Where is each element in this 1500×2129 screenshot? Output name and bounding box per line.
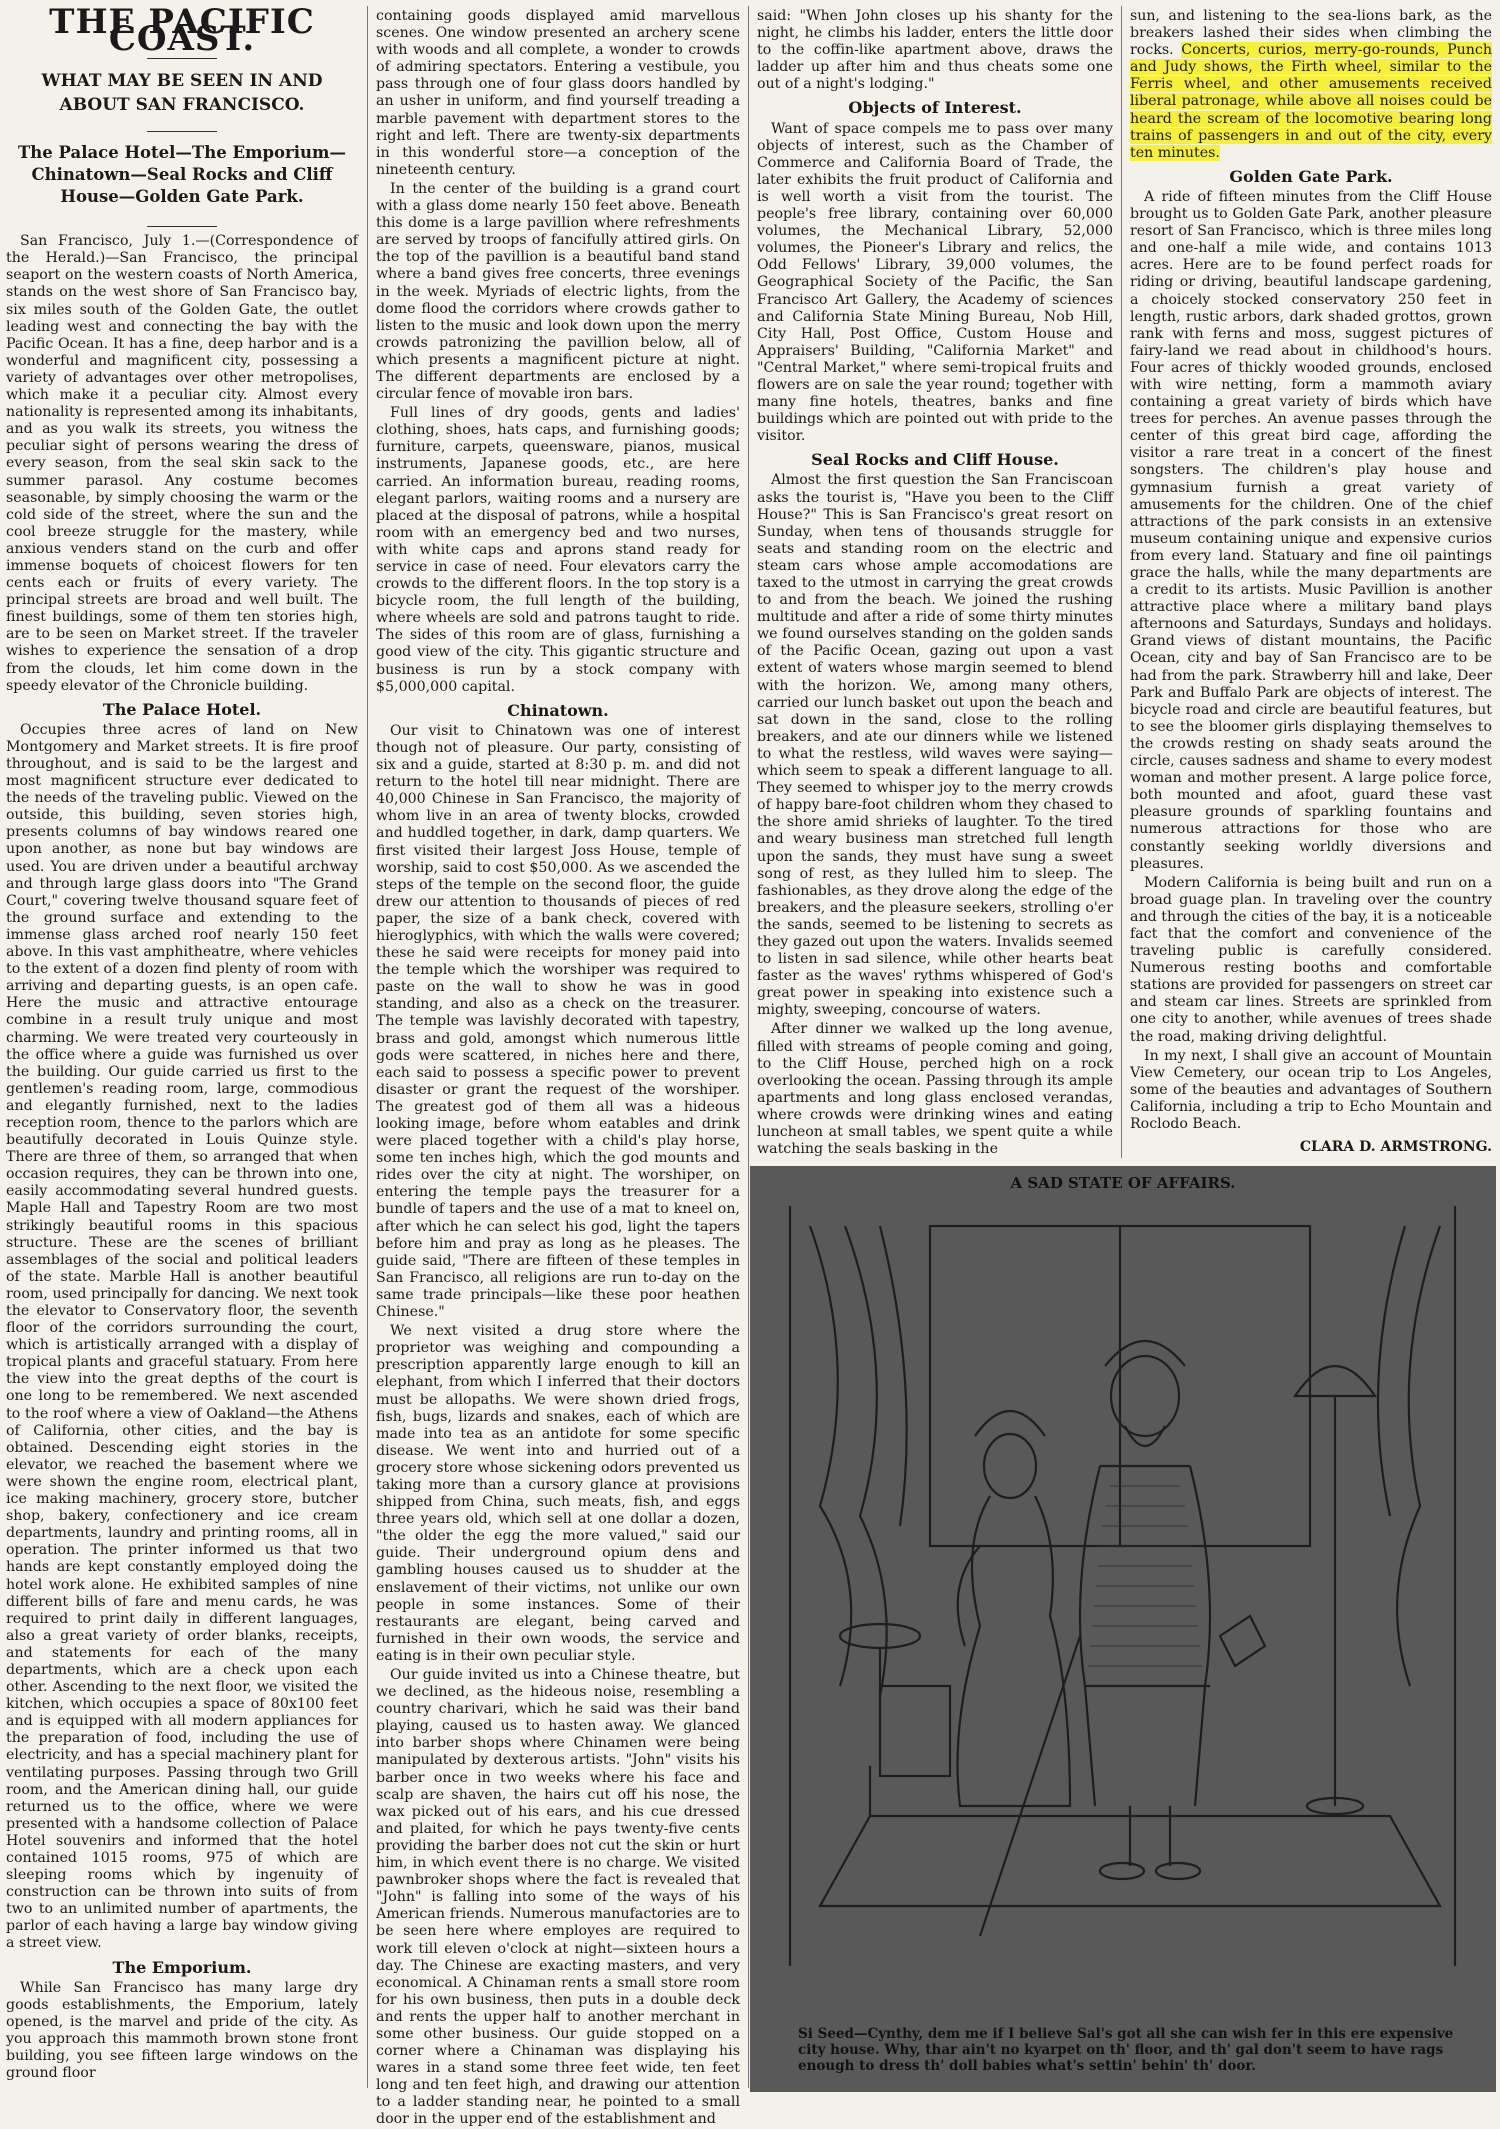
- goods-paragraph: Full lines of dry goods, gents and ladies' clothing, shoes, hats caps, and furnishing goods; furniture, carpets, queensware, pianos, musical instruments, Japanese goods, etc., are here carried. An information bureau, reading rooms, elegant parlors, waiting rooms and a nursery are placed at the disposal of patrons, while a hospital room with an emergency bed and two nurses, with white caps and aprons stand ready for service in case of need. Four elevators carry the crowds to the different floors. In the top story is a bicycle room, the full length of the building, where wheels are sold and patrons taught to ride. The sides of this room are of glass, furnishing a good view of the city. This gigantic structure and business is run by a stock company with $5,000,000 capital.: [376, 405, 740, 695]
- emporium-continued: containing goods displayed amid marvellous scenes. One window presented an archery scene with woods and all complete, a wonder to crowds of admiring spectators. Entering a vestibule, you pass through one of four glass doors handled by an usher in uniform, and find yourself treading a marble pavement with department stores to the right and left. There are twenty-six departments in this wonderful store—a conception of the nineteenth century.: [376, 8, 740, 178]
- golden-gate-paragraph: A ride of fifteen minutes from the Cliff House brought us to Golden Gate Park, another pleasure resort of San Francisco, which is three miles long and one-half a mile wide, and contains 1013 acres. Here are to be found perfect roads for riding or driving, beautiful landscape gardening, a choicely stocked conservatory 250 feet in length, rustic arbors, dark shaded grottos, grown rank with ferns and moss, suggest pictures of fairy-land we read about in childhood's hours. Four acres of thickly wooded grounds, enclosed with wire netting, form a mammoth aviary containing a great variety of birds which have trees for perches. An avenue passes through the center of this great bird cage, affording the visitor a rare treat in a concert of the finest songsters. The children's play house and gymnasium furnish a great variety of amusements for the children. One of the chief attractions of the park consists in an extensive museum containing unique and expensive curios from every land. Statuary and fine oil paintings grace the halls, while the many departments are a credit to its artists. Music Pavillion is another attractive place where a military band plays afternoons and Saturdays, Sundays and holidays. Grand views of distant mountains, the Pacific Ocean, city and bay of San Francisco are to be had from the park. Strawberry hill and lake, Deer Park and Buffalo Park are objects of interest. The bicycle road and circle are beautiful features, but to see the bloomer girls displaying themselves to the crowds resting on shady seats around the circle, causes sadness and shame to every modest woman and mother present. A large police force, both mounted and afoot, guard these vast pleasure grounds of sparkling fountains and numerous attractions for those who are constantly seeking worldly diversions and pleasures.: [1130, 188, 1492, 872]
- theatre-paragraph: Our guide invited us into a Chinese theatre, but we declined, as the hideous noise, resembling a country charivari, which he said was their band playing, caused us to hasten away. We glanced into barber shops where Chinamen were being manipulated by dexterous artists. "John" visits his barber once in two weeks where his face and scalp are shaven, the hairs cut off his nose, the wax picked out of his ears, and his cue dressed and plaited, for which he pays twenty-five cents providing the barber does not cut the skin or hurt him, in which event there is no charge. We visited pawnbroker shops where the fact is revealed that "John" is falling into some of the ways of his American friends. Numerous manufactories are to be seen here where employes are required to work till eleven o'clock at night—sixteen hours a day. The Chinese are exacting masters, and very economical. A Chinaman rents a small store room for his own business, then puts in a double deck and rents the upper half to another merchant in some other business. Our guide stopped on a corner where a Chinaman was displaying his wares in a stand some three feet wide, ten feet long and ten feet high, and drawing our attention to a ladder standing near, he pointed to a small door in the upper end of the establishment and: [376, 1667, 740, 2128]
- heading-objects-of-interest: Objects of Interest.: [848, 98, 1022, 118]
- heading-chinatown: Chinatown.: [507, 700, 609, 720]
- column-rule: [748, 6, 749, 2088]
- column-rule: [367, 6, 368, 2088]
- highlighted-passage: Concerts, curios, merry-go-rounds, Punch and Judy shows, the Firth wheel, similar to the Ferris wheel, and other amusements received liberal patronage, while above all noises could be heard the scream of the locomotive bearing long trains of passengers in and out of the city, every ten minutes.: [1130, 42, 1492, 161]
- masthead: THE PACIFIC COAST.: [49, 2, 315, 60]
- emporium-paragraph: While San Francisco has many large dry goods establishments, the Emporium, lately opened, is the marvel and pride of the city. As you approach this mammoth brown stone front building, you see fifteen large windows on the ground floor: [6, 1979, 358, 2082]
- cartoon-illustration: [750, 1166, 1496, 2092]
- column-1: [6, 2, 358, 2090]
- divider: [147, 226, 217, 227]
- court-paragraph: In the center of the building is a grand court with a glass dome nearly 150 feet above. Beneath this dome is a large pavillion where refreshments are served by troops of fancifully attired girls. On the top of the pavillion is a beautiful band stand where a band gives free concerts, three evenings in the week. Myriads of electric lights, from the dome flood the corridors where crowds gather to listen to the music and look down upon the merry crowds patronizing the pavillion below, all of which presents a magnificent picture at night. The different departments are enclosed by a circular fence of movable iron bars.: [376, 180, 740, 403]
- sea-lions-paragraph: [1130, 8, 1492, 162]
- heading-seal-rocks: Seal Rocks and Cliff House.: [811, 450, 1059, 470]
- cartoon-drawing: [750, 1166, 1496, 2092]
- next-letter-paragraph: In my next, I shall give an account of Mountain View Cemetery, our ocean trip to Los Angeles, some of the beauties and advantages of Southern California, including a trip to Echo Mountain and Roclodo Beach.: [1130, 1047, 1492, 1132]
- heading-palace-hotel: The Palace Hotel.: [102, 699, 262, 719]
- heading-golden-gate-park: Golden Gate Park.: [1229, 166, 1393, 186]
- palace-paragraph: Occupies three acres of land on New Montgomery and Market streets. It is fire proof throughout, and is said to be the largest and most magnificent structure ever dedicated to the needs of the traveling public. Viewed on the outside, this building, seven stories high, presents columns of bay windows reared one upon another, as none but bay windows are used. You are driven under a beautiful archway and through large glass doors into "The Grand Court," covering twelve thousand square feet of the ground surface and extending to the immense glass arched roof nearly 150 feet above. In this vast amphitheatre, where vehicles to the extent of a dozen find plenty of room with arriving and departing guests, is an open cafe. Here the music and attractive entourage combine in a result truly unique and most charming. We were treated very courteously in the office where a guide was furnished us over the building. Our guide carried us first to the gentlemen's reading room, large, commodious and elegantly furnished, next to the ladies reception room, thence to the parlors which are beautifully decorated in Louis Quinze style. There are three of them, so arranged that when occasion requires, they can be thrown into one, easily accommodating several hundred guests. Maple Hall and Tapestry Room are two most strikingly beautiful rooms in this spacious structure. These are the scenes of brilliant assemblages of the social and political leaders of the state. Marble Hall is another beautiful room, used principally for dancing. We next took the elevator to Conservatory floor, the seventh floor of the corridors surrounding the court, which is artistically arranged with a display of tropical plants and graceful statuary. From here the view into the great depths of the court is one long to be remembered. We next ascended to the roof where a view of Oakland—the Athens of California, other cities, and the bay is obtained. Descending eight stories in the elevator, we reached the basement where we were shown the engine room, electrical plant, ice making machinery, grocery store, butcher shop, bakery, confectionery and ice cream departments, laundry and printing rooms, all in operation. The printer informed us that two hands are kept constantly employed doing the hotel work alone. He exhibited samples of nine different bills of fare and menu cards, he was required to print daily in different languages, also a great variety of order blanks, receipts, and statements for each of the many departments, which are a check upon each other. Ascending to the next floor, we visited the kitchen, which occupies a space of 80x100 feet and is equipped with all modern appliances for the preparation of food, including the use of electricity, and has a special machinery plant for ventilating purposes. Passing through two Grill room, and the American dining hall, our guide returned us to the office, where we were presented with a handsome collection of Palace Hotel souvenirs and informed that the hotel contained 1015 rooms, 975 of which are sleeping rooms which by ingenuity of construction can be thrown into suits of from two to an unlimited number of apartments, the parlor of each having a large bay window giving a street view.: [6, 721, 358, 1952]
- divider: [147, 131, 217, 132]
- after-dinner-paragraph: After dinner we walked up the long avenue, filled with streams of people coming and going, to the Cliff House, perched high on a rock overlooking the ocean. Passing through its ample apartments and long glass enclosed verandas, where crowds were drinking wines and eating luncheon at small tables, we spent quite a while watching the seals basking in the: [757, 1021, 1113, 1158]
- objects-paragraph: Want of space compels me to pass over many objects of interest, such as the Chamber of Commerce and California Board of Trade, the later exhibits the fruit product of California and is well worth a visit from the tourist. The people's free library, containing over 60,000 volumes, the Mechanical Library, 52,000 volumes, the Pioneer's Library and relics, the Odd Fellows' Library, 39,000 volumes, the Geographical Society of the Pacific, the San Francisco Art Gallery, the Academy of sciences and California State Mining Bureau, Nob Hill, City Hall, Post Office, Custom House and Appraisers' Building, "California Market" and "Central Market," where semi-tropical fruits and flowers are on sale the year round; together with many fine hotels, theatres, banks and fine buildings which are pointed out with pride to the visitor.: [757, 120, 1113, 445]
- column-2: [376, 8, 740, 2128]
- author-signature: CLARA D. ARMSTRONG.: [1299, 1139, 1492, 1156]
- column-4: [1130, 8, 1492, 1164]
- heading-emporium: The Emporium.: [112, 1957, 252, 1977]
- column-3: [757, 8, 1113, 1164]
- cartoon-caption: Si Seed—Cynthy, dem me if I believe Sal's got all she can wish fer in this ere expensive city house. Why, thar ain't no kyarpet on th' floor, and th' gal don't seem to have rags enough to dress th' doll babies what's settin' behin' th' door.: [798, 2026, 1454, 2074]
- cartoon-title: A SAD STATE OF AFFAIRS.: [1010, 1174, 1236, 1192]
- modern-california-paragraph: Modern California is being built and run on a broad guage plan. In traveling over the country and through the cities of the bay, it is a noticeable fact that the comfort and convenience of the traveling public is carefully considered. Numerous resting booths and comfortable stations are provided for passengers on street car and steam car lines. Streets are sprinkled from one city to another, while avenues of trees shade the road, making driving delightful.: [1130, 874, 1492, 1045]
- seal-rocks-paragraph: Almost the first question the San Franciscoan asks the tourist is, "Have you been to the Cliff House?" This is San Francisco's great resort on Sunday, when tens of thousands struggle for seats and standing room on the electric and steam cars whose ample accomodations are taxed to the utmost in carrying the great crowds to and from the beach. We joined the rushing multitude and after a ride of some thirty minutes we found ourselves standing on the golden sands of the Pacific Ocean, gazing out upon a vast extent of waters whose margin seemed to blend with the horizon. We, among many others, carried our lunch basket out upon the beach and sat down in the sand, close to the rolling breakers, and ate our dinners while we listened to what the restless, wild waves were saying—which seem to speak a different language to all. They seemed to whisper joy to the merry crowds of happy bare-foot children whom they chased to the shore amid shrieks of laughter. To the tired and weary business man stretched full length upon the sands, they must have sung a sweet song of rest, as they lulled him to sleep. The fashionables, as they drove along the edge of the breakers, and the pleasure seekers, strolling o'er the sands, seemed to be listening to secrets as they gazed out upon the waters. Invalids seemed to listen in sad silence, while other hearts beat faster as the waves' rythms whispered of God's great power in speaking into existence such a mighty, sweeping, concourse of waters.: [757, 472, 1113, 1019]
- drugstore-paragraph: We next visited a drug store where the proprietor was weighing and compounding a prescription apparently large enough to kill an elephant, from which I inferred that their doctors must be allopaths. We were shown dried frogs, fish, bugs, lizards and snakes, each of which are made into tea as an antidote for some specific disease. We went into and hurried out of a grocery store whose sickening odors prevented us taking more than a cursory glance at provisions shipped from China, such meats, fish, and eggs three years old, which sell at one dollar a dozen, "the older the egg the more valued," said our guide. Their underground opium dens and gambling houses caused us to shudder at the enslavement of their victims, not unlike our own people in some instances. Some of their restaurants are elegant, being carved and furnished in their own woods, the service and eating is in their own peculiar style.: [376, 1323, 740, 1664]
- column-rule: [1121, 6, 1122, 1158]
- intro-paragraph: San Francisco, July 1.—(Correspondence of the Herald.)—San Francisco, the principal seaport on the western coasts of North America, stands on the west shore of San Francisco bay, six miles south of the Golden Gate, the outlet leading west and connecting the bay with the Pacific Ocean. It has a fine, deep harbor and is a wonderful and magnificent city, possessing a variety of advantages over other metropolises, which make it a peculiar city. Almost every nationality is represented among its inhabitants, and as you walk its streets, you witness the peculiar sight of persons wearing the dress of every season, from the seal skin sack to the summer parasol. Any costume becomes seasonable, by simply choosing the warm or the cold side of the street, where the sun and the cool breeze struggle for the mastery, while anxious venders stand on the curb and offer immense boquets of choicest flowers for ten cents each or fruits of every variety. The principal streets are broad and well built. The finest buildings, some of them ten stories high, are to be seen on Market street. If the traveler wishes to experience the sensation of a drop from the clouds, let him come down in the speedy elevator of the Chronicle building.: [6, 233, 358, 694]
- chinatown-paragraph: Our visit to Chinatown was one of interest though not of pleasure. Our party, consisting of six and a guide, started at 8:30 p. m. and did not return to the hotel till near midnight. There are 40,000 Chinese in San Francisco, the majority of whom live in an area of twenty blocks, crowded and huddled together, in dark, damp quarters. We first visited their largest Joss House, temple of worship, said to cost $50,000. As we ascended the steps of the temple on the second floor, the guide drew our attention to thousands of pieces of red paper, the size of a bank check, covered with hieroglyphics, with which the walls were covered; these he said were receipts for money paid into the temple which the worshiper was required to paste on the wall to show he was in good standing, and also as a check on the treasurer. The temple was lavishly decorated with tapestry, brass and gold, amongst which numerous little gods were scattered, in niches here and there, each said to possess a specific power to prevent disaster or grant the request of the worshiper. The greatest god of them all was a hideous looking image, before whom eatables and drink were placed together with a child's play horse, some ten inches high, which the god mounts and rides over the city at night. The worshiper, on entering the temple pays the treasurer for a bundle of tapers and the use of a mat to kneel on, after which he can select his god, light the tapers before him and pray as long as he pleases. The guide said, "There are fifteen of these temples in San Francisco, all religions are run to-day on the same trade principals—like these poor heathen Chinese.": [376, 722, 740, 1321]
- sea-lions-text: sun, and listening to the sea-lions bark, as the breakers lashed their sides when climbing the rocks.: [1130, 8, 1492, 59]
- deck-headline: The Palace Hotel—The Emporium—Chinatown—Seal Rocks and Cliff House—Golden Gate Park.: [18, 143, 346, 207]
- subhead: WHAT MAY BE SEEN IN AND ABOUT SAN FRANCISCO.: [41, 71, 323, 116]
- ladder-paragraph: said: "When John closes up his shanty for the night, he climbs his ladder, enters the little door to the coffin-like apartment above, draws the ladder up after him and thus cheats some one out of a night's lodging.": [757, 8, 1113, 93]
